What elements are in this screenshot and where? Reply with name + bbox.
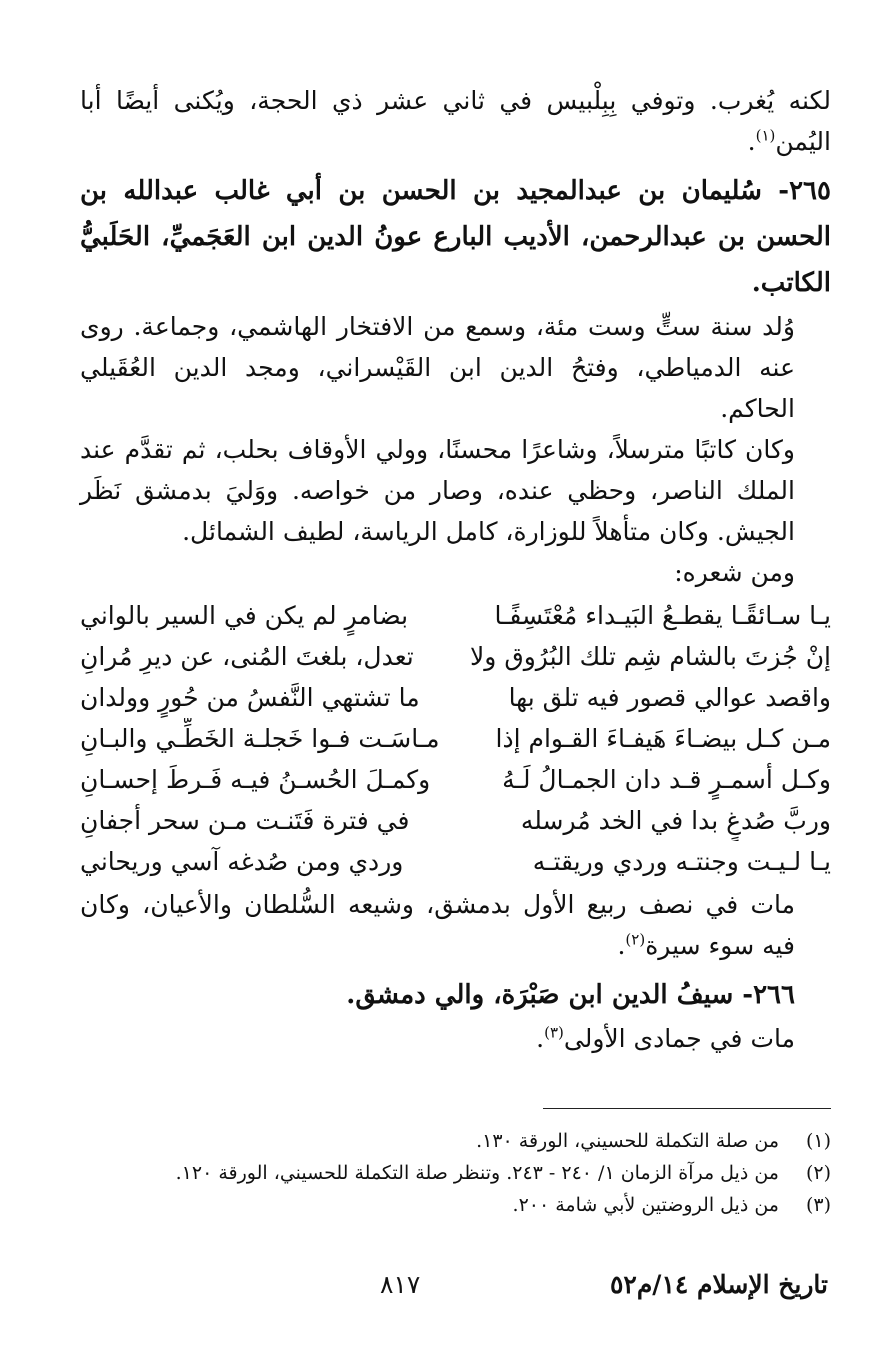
- footnote-number: (٢): [805, 1162, 831, 1184]
- poem-verse: [80, 718, 831, 759]
- footnote-reference: (٢): [625, 930, 646, 949]
- page-number: ٨١٧: [380, 1270, 421, 1299]
- poem-verse: [80, 800, 831, 841]
- verse-second-hemistich: في فترة فَتَنـت مـن سحر أجفانِ: [80, 806, 410, 835]
- paragraph: وُلد سنة ستٍّ وست مئة، وسمع من الافتخار الهاشمي، وجماعة. روى عنه الدمياطي، وفتحُ الدين ابن القَيْسراني، ومجد الدين العُقَيلي الحاكم.: [80, 312, 795, 423]
- main-text: [80, 80, 831, 1059]
- entry-heading-266: ٢٦٦- سيفُ الدين ابن صَبْرَة، والي دمشق.: [346, 980, 795, 1010]
- footnote-text: من صلة التكملة للحسيني، الورقة ١٣٠.: [476, 1130, 779, 1152]
- footnote: [80, 1125, 831, 1157]
- footnote-number: (٣): [805, 1194, 831, 1216]
- verse-first-hemistich: إنْ جُزتَ بالشام شِم تلك البُرُوق ولا: [470, 642, 831, 671]
- poem-verse: [80, 677, 831, 718]
- verse-first-hemistich: يـا سـائقًـا يقطـعُ البَيـداء مُعْتَسِفًـا: [494, 601, 831, 630]
- verse-first-hemistich: يـا لـيـت وجنتـه وردي وريقتـه: [532, 847, 831, 876]
- verse-second-hemistich: بضامرٍ لم يكن في السير بالواني: [80, 601, 409, 630]
- footnote: [80, 1189, 831, 1221]
- paragraph: مات في جمادى الأولى$^{(٣)}$.: [536, 1023, 795, 1053]
- poem-intro: ومن شعره:: [674, 558, 795, 587]
- footnote-text: من ذيل الروضتين لأبي شامة ٢٠٠.: [512, 1194, 779, 1216]
- footnote-reference: (١): [755, 126, 776, 145]
- paragraph: وكان كاتبًا مترسلاً، وشاعرًا محسنًا، وولي الأوقاف بحلب، ثم تقدَّم عند الملك الناصر، وحظي عنده، وصار من خواصه. ووَليَ بدمشق نَظَر الجيش. وكان متأهلاً للوزارة، كامل الرياسة، لطيف الشمائل.: [80, 435, 795, 546]
- verse-second-hemistich: وردي ومن صُدغه آسي وريحاني: [80, 847, 404, 876]
- verse-second-hemistich: ما تشتهي النَّفسُ من حُورٍ وولدان: [80, 683, 420, 712]
- paragraph: لكنه يُغرب. وتوفي بِبِلْبيس في ثاني عشر ذي الحجة، ويُكنى أيضًا أبا اليُمن$^{(١)}$.: [80, 86, 831, 156]
- footnote: [80, 1157, 831, 1189]
- footnote-reference: (٣): [544, 1023, 564, 1042]
- verse-first-hemistich: وربَّ صُدغٍ بدا في الخد مُرسله: [520, 806, 831, 835]
- verse-second-hemistich: وكمـلَ الحُسـنُ فيـه فَـرطَ إحسـانِ: [80, 765, 431, 794]
- running-title: تاريخ الإسلام ١٤/م٥٢: [609, 1270, 828, 1299]
- footnotes: [80, 1125, 831, 1221]
- entry-heading-265: ٢٦٥- سُليمان بن عبدالمجيد بن الحسن بن أبي غالب عبدالله بن الحسن بن عبدالرحمن، الأديب البارع عونُ الدين ابن العَجَميِّ، الحَلَبيُّ الكاتب.: [80, 176, 831, 298]
- poem-verse: [80, 841, 831, 882]
- verse-second-hemistich: مـاسَـت فـوا خَجلـة الخَطِّـي والبـانِ: [80, 724, 440, 753]
- verse-first-hemistich: مـن كـل بيضـاءَ هَيفـاءَ القـوام إذا: [495, 724, 831, 753]
- poem-verse: [80, 636, 831, 677]
- poem: [80, 595, 831, 882]
- footnote-text: من ذيل مرآة الزمان ١/ ٢٤٠ - ٢٤٣. وتنظر صلة التكملة للحسيني، الورقة ١٢٠.: [175, 1162, 779, 1184]
- footnote-separator: [543, 1108, 831, 1109]
- verse-second-hemistich: تعدل، بلغتَ المُنى، عن ديرِ مُرانِ: [80, 642, 414, 671]
- paragraph: مات في نصف ربيع الأول بدمشق، وشيعه السُّلطان والأعيان، وكان فيه سوء سيرة$^{(٢)}$.: [80, 890, 795, 960]
- poem-verse: [80, 595, 831, 636]
- page-footer: [0, 1270, 873, 1299]
- verse-first-hemistich: واقصد عوالي قصور فيه تلق بها: [508, 683, 831, 712]
- verse-first-hemistich: وكـل أسمـرٍ قـد دان الجمـالُ لَـهُ: [502, 765, 831, 794]
- footnote-number: (١): [805, 1130, 831, 1152]
- poem-verse: [80, 759, 831, 800]
